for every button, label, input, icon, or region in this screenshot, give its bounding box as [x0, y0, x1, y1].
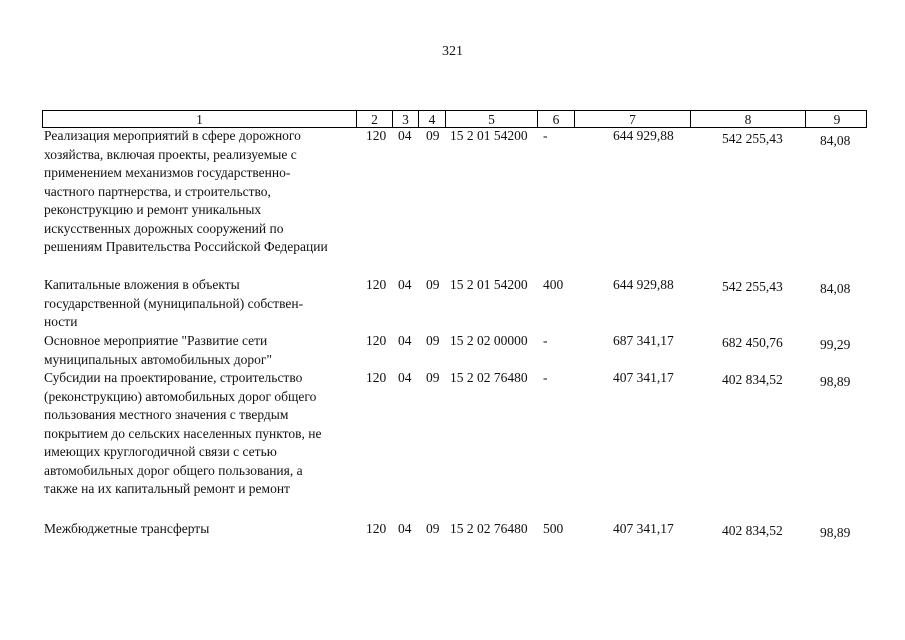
execution-percent: 84,08 [820, 281, 851, 296]
admin-code: 120 [366, 521, 387, 536]
planned-amount: 407 341,17 [613, 521, 674, 536]
section-code: 04 [398, 370, 412, 385]
section-code: 04 [398, 333, 412, 348]
planned-amount: 687 341,17 [613, 333, 674, 348]
planned-amount: 644 929,88 [613, 277, 674, 292]
execution-percent: 98,89 [820, 374, 851, 389]
subsection-code: 09 [426, 521, 440, 536]
row-name-line: Реализация мероприятий в сфере дорожного [44, 128, 301, 143]
row-name [44, 520, 362, 539]
actual-amount: 402 834,52 [722, 523, 783, 538]
section-code: 04 [398, 128, 412, 143]
column-header-6: 6 [538, 111, 575, 127]
row-name-line: (реконструкцию) автомобильных дорог общего [44, 388, 317, 404]
row-name-line: муниципальных автомобильных дорог" [44, 351, 272, 367]
column-header-3: 3 [393, 111, 419, 127]
admin-code: 120 [366, 370, 387, 385]
planned-amount: 644 929,88 [613, 128, 674, 143]
row-name-line: частного партнерства, и строительство, [44, 183, 271, 199]
row-name [44, 369, 362, 499]
expense-type-code: - [543, 333, 548, 348]
expense-type-code: 400 [543, 277, 564, 292]
row-name-line: хозяйства, включая проекты, реализуемые с [44, 146, 297, 162]
column-header-8: 8 [691, 111, 806, 127]
row-name-line: пользования местного значения с твердым [44, 407, 289, 422]
row-name [44, 127, 362, 257]
row-name-line: реконструкцию и ремонт уникальных [44, 202, 262, 217]
row-name-line: государственной (муниципальной) собствен- [44, 295, 304, 311]
expense-type-code: - [543, 370, 548, 385]
subsection-code: 09 [426, 333, 440, 348]
admin-code: 120 [366, 277, 387, 292]
row-name-line: Капитальные вложения в объекты [44, 277, 240, 292]
target-article-code: 15 2 01 54200 [450, 277, 528, 292]
row-name-line: применением механизмов государственно- [44, 165, 291, 180]
budget-table [42, 110, 867, 540]
row-name-line: Основное мероприятие "Развитие сети [44, 333, 268, 348]
planned-amount: 407 341,17 [613, 370, 674, 385]
row-name [44, 332, 362, 369]
admin-code: 120 [366, 333, 387, 348]
actual-amount: 542 255,43 [722, 131, 783, 146]
target-article-code: 15 2 02 76480 [450, 521, 528, 536]
column-header-7: 7 [575, 111, 691, 127]
subsection-code: 09 [426, 277, 440, 292]
section-code: 04 [398, 277, 412, 292]
target-article-code: 15 2 02 00000 [450, 333, 528, 348]
target-article-code: 15 2 01 54200 [450, 128, 528, 143]
row-name-line: также на их капитальный ремонт и ремонт [44, 481, 290, 496]
row-name-line: имеющих круглогодичной связи с сетью [44, 444, 277, 459]
subsection-code: 09 [426, 370, 440, 385]
row-name-line: ности [44, 314, 78, 329]
row-name-line: решениям Правительства Российской Федерации [44, 239, 328, 254]
execution-percent: 99,29 [820, 337, 851, 352]
page-number: 321 [442, 44, 463, 59]
expense-type-code: - [543, 128, 548, 143]
row-name-line: Межбюджетные трансферты [44, 521, 210, 536]
column-header-5: 5 [446, 111, 538, 127]
column-header-9: 9 [833, 112, 841, 127]
expense-type-code: 500 [543, 521, 564, 536]
row-name-line: искусственных дорожных сооружений по [44, 220, 284, 236]
actual-amount: 542 255,43 [722, 279, 783, 294]
row-name-line: автомобильных дорог общего пользования, а [44, 462, 303, 478]
subsection-code: 09 [426, 128, 440, 143]
column-header-4: 4 [419, 111, 446, 127]
row-name-line: покрытием до сельских населенных пунктов, не [44, 425, 322, 441]
row-name-line: Субсидии на проектирование, строительство [44, 370, 303, 385]
actual-amount: 682 450,76 [722, 335, 783, 350]
admin-code: 120 [366, 128, 387, 143]
table-header [42, 110, 867, 128]
column-header-1: 1 [43, 111, 357, 127]
row-name [44, 276, 362, 332]
column-header-2: 2 [357, 111, 393, 127]
actual-amount: 402 834,52 [722, 372, 783, 387]
target-article-code: 15 2 02 76480 [450, 370, 528, 385]
execution-percent: 98,89 [820, 525, 851, 540]
execution-percent: 84,08 [820, 133, 851, 148]
section-code: 04 [398, 521, 412, 536]
